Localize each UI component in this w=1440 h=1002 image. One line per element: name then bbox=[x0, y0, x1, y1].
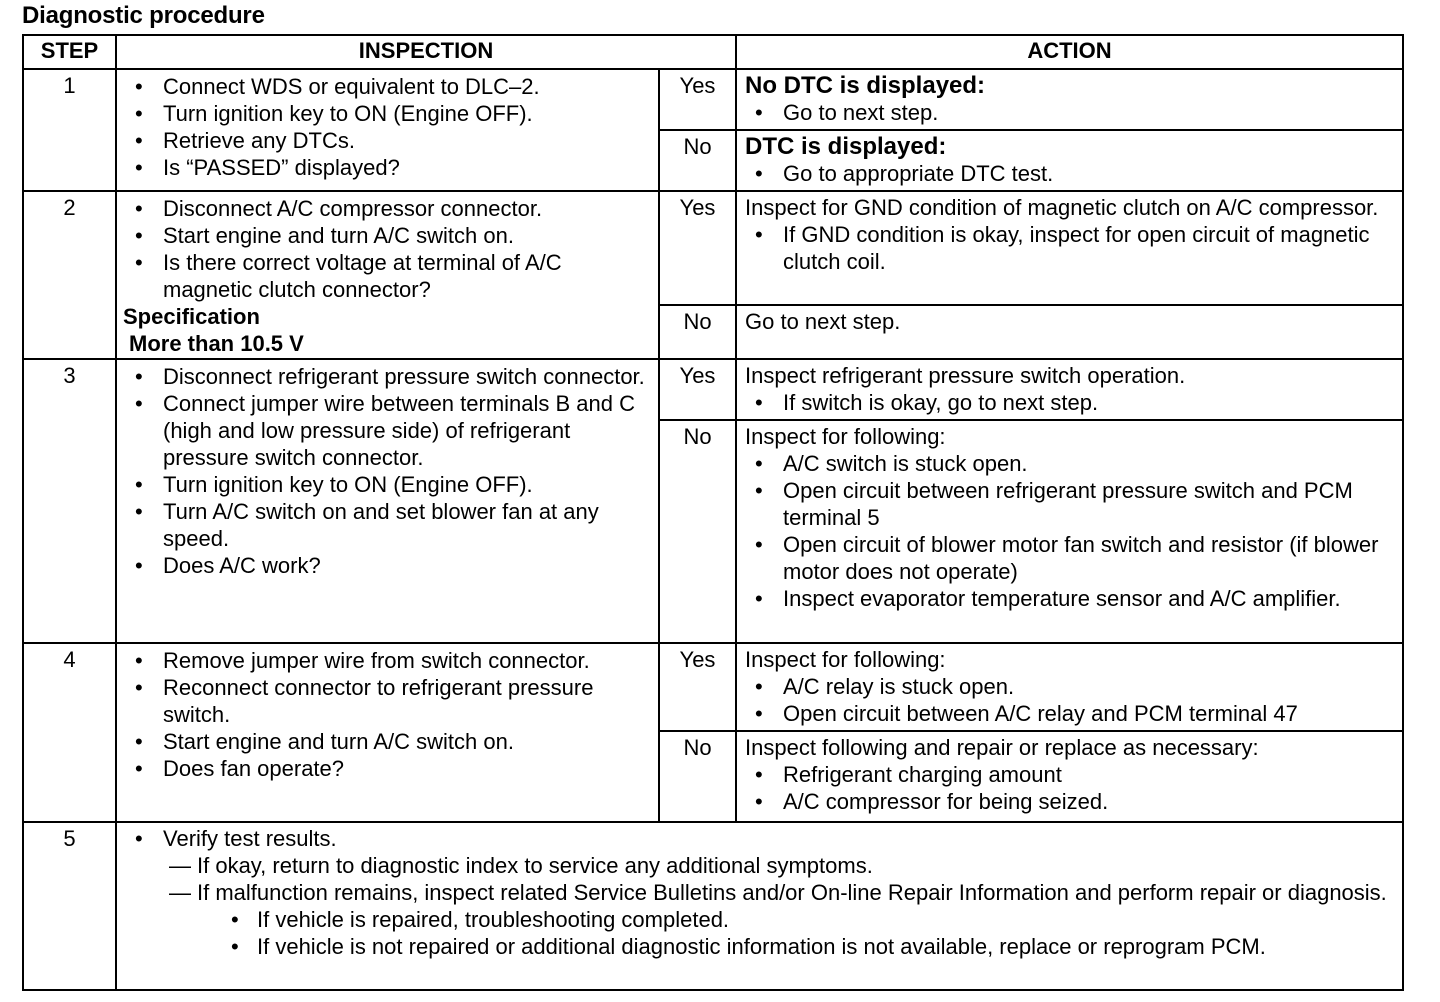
specification-label: Specification bbox=[123, 304, 260, 329]
header-inspection: INSPECTION bbox=[116, 35, 736, 69]
action-heading: No DTC is displayed: bbox=[745, 72, 986, 99]
action-yes bbox=[736, 643, 1403, 731]
step-inspection bbox=[116, 359, 659, 643]
step-inspection bbox=[116, 643, 659, 822]
action-item: • A/C relay is stuck open. bbox=[745, 673, 1396, 700]
action-no bbox=[736, 130, 1403, 191]
page-title: Diagnostic procedure bbox=[22, 2, 265, 29]
inspection-item: • Disconnect A/C compressor connector. bbox=[127, 195, 652, 222]
action-item: • If switch is okay, go to next step. bbox=[745, 389, 1396, 416]
sub-item: • If vehicle is repaired, troubleshooting completed. bbox=[227, 906, 1396, 933]
action-text: Inspect for GND condition of magnetic clutch on A/C compressor. bbox=[745, 195, 1379, 220]
action-item: • Go to next step. bbox=[745, 99, 1396, 126]
action-item: • Open circuit of blower motor fan switch and resistor (if blower motor does not operate) bbox=[745, 531, 1396, 585]
no-label: No bbox=[659, 731, 736, 822]
action-yes bbox=[736, 69, 1403, 130]
action-yes bbox=[736, 191, 1403, 305]
no-label: No bbox=[659, 305, 736, 359]
yes-label: Yes bbox=[659, 359, 736, 420]
action-text: Inspect following and repair or replace as necessary: bbox=[745, 735, 1259, 760]
step-4-yes-row bbox=[23, 643, 1403, 731]
inspection-item: • Reconnect connector to refrigerant pressure switch. bbox=[127, 674, 652, 728]
action-heading: DTC is displayed: bbox=[745, 133, 947, 160]
action-item: • If GND condition is okay, inspect for open circuit of magnetic clutch coil. bbox=[745, 221, 1396, 275]
step-verify bbox=[116, 822, 1403, 990]
inspection-item: • Does fan operate? bbox=[127, 755, 652, 782]
header-row bbox=[23, 35, 1403, 69]
inspection-item: • Is there correct voltage at terminal of A/C magnetic clutch connector? bbox=[127, 249, 652, 303]
sub-item: • If vehicle is not repaired or additional diagnostic information is not available, replace or reprogram PCM. bbox=[227, 933, 1396, 960]
no-label: No bbox=[659, 130, 736, 191]
action-item: • Inspect evaporator temperature sensor and A/C amplifier. bbox=[745, 585, 1396, 612]
action-no bbox=[736, 305, 1403, 359]
step-number: 5 bbox=[23, 822, 116, 990]
action-item: • A/C compressor for being seized. bbox=[745, 788, 1396, 815]
action-item: • Open circuit between A/C relay and PCM terminal 47 bbox=[745, 700, 1396, 727]
action-item: • Refrigerant charging amount bbox=[745, 761, 1396, 788]
result-malfunction-text: If malfunction remains, inspect related Service Bulletins and/or On-line Repair Information and perform repair or diagnosis. bbox=[197, 880, 1387, 905]
action-yes bbox=[736, 359, 1403, 420]
step-inspection bbox=[116, 191, 659, 359]
action-item: • Open circuit between refrigerant pressure switch and PCM terminal 5 bbox=[745, 477, 1396, 531]
specification-value: More than 10.5 V bbox=[129, 331, 304, 356]
yes-label: Yes bbox=[659, 69, 736, 130]
inspection-item: • Verify test results. bbox=[127, 825, 1396, 852]
header-step: STEP bbox=[23, 35, 116, 69]
action-no bbox=[736, 731, 1403, 822]
inspection-item: • Retrieve any DTCs. bbox=[127, 127, 652, 154]
step-5-row bbox=[23, 822, 1403, 990]
result-malfunction bbox=[169, 879, 1396, 960]
step-1-yes-row bbox=[23, 69, 1403, 130]
inspection-item: • Connect WDS or equivalent to DLC–2. bbox=[127, 73, 652, 100]
no-label: No bbox=[659, 420, 736, 643]
action-text: Inspect for following: bbox=[745, 647, 946, 672]
inspection-item: • Start engine and turn A/C switch on. bbox=[127, 728, 652, 755]
inspection-item: • Turn ignition key to ON (Engine OFF). bbox=[127, 471, 652, 498]
inspection-item: • Turn ignition key to ON (Engine OFF). bbox=[127, 100, 652, 127]
header-action: ACTION bbox=[736, 35, 1403, 69]
inspection-item: • Does A/C work? bbox=[127, 552, 652, 579]
action-item: • A/C switch is stuck open. bbox=[745, 450, 1396, 477]
inspection-item: • Start engine and turn A/C switch on. bbox=[127, 222, 652, 249]
step-number: 4 bbox=[23, 643, 116, 822]
inspection-item: • Turn A/C switch on and set blower fan at any speed. bbox=[127, 498, 652, 552]
step-number: 1 bbox=[23, 69, 116, 191]
step-inspection bbox=[116, 69, 659, 191]
yes-label: Yes bbox=[659, 191, 736, 305]
action-text: Go to next step. bbox=[745, 309, 901, 334]
diagnostic-table bbox=[22, 34, 1404, 991]
step-number: 2 bbox=[23, 191, 116, 359]
yes-label: Yes bbox=[659, 643, 736, 731]
step-number: 3 bbox=[23, 359, 116, 643]
inspection-item: • Connect jumper wire between terminals B and C (high and low pressure side) of refrigerant pressure switch connector. bbox=[127, 390, 652, 471]
action-text: Inspect for following: bbox=[745, 424, 946, 449]
inspection-item: • Is “PASSED” displayed? bbox=[127, 154, 652, 181]
step-2-yes-row bbox=[23, 191, 1403, 305]
action-text: Inspect refrigerant pressure switch operation. bbox=[745, 363, 1186, 388]
action-no bbox=[736, 420, 1403, 643]
step-3-yes-row bbox=[23, 359, 1403, 420]
inspection-item: • Disconnect refrigerant pressure switch connector. bbox=[127, 363, 652, 390]
inspection-item: • Remove jumper wire from switch connector. bbox=[127, 647, 652, 674]
result-okay: — If okay, return to diagnostic index to service any additional symptoms. bbox=[169, 852, 1396, 879]
action-item: • Go to appropriate DTC test. bbox=[745, 160, 1396, 187]
